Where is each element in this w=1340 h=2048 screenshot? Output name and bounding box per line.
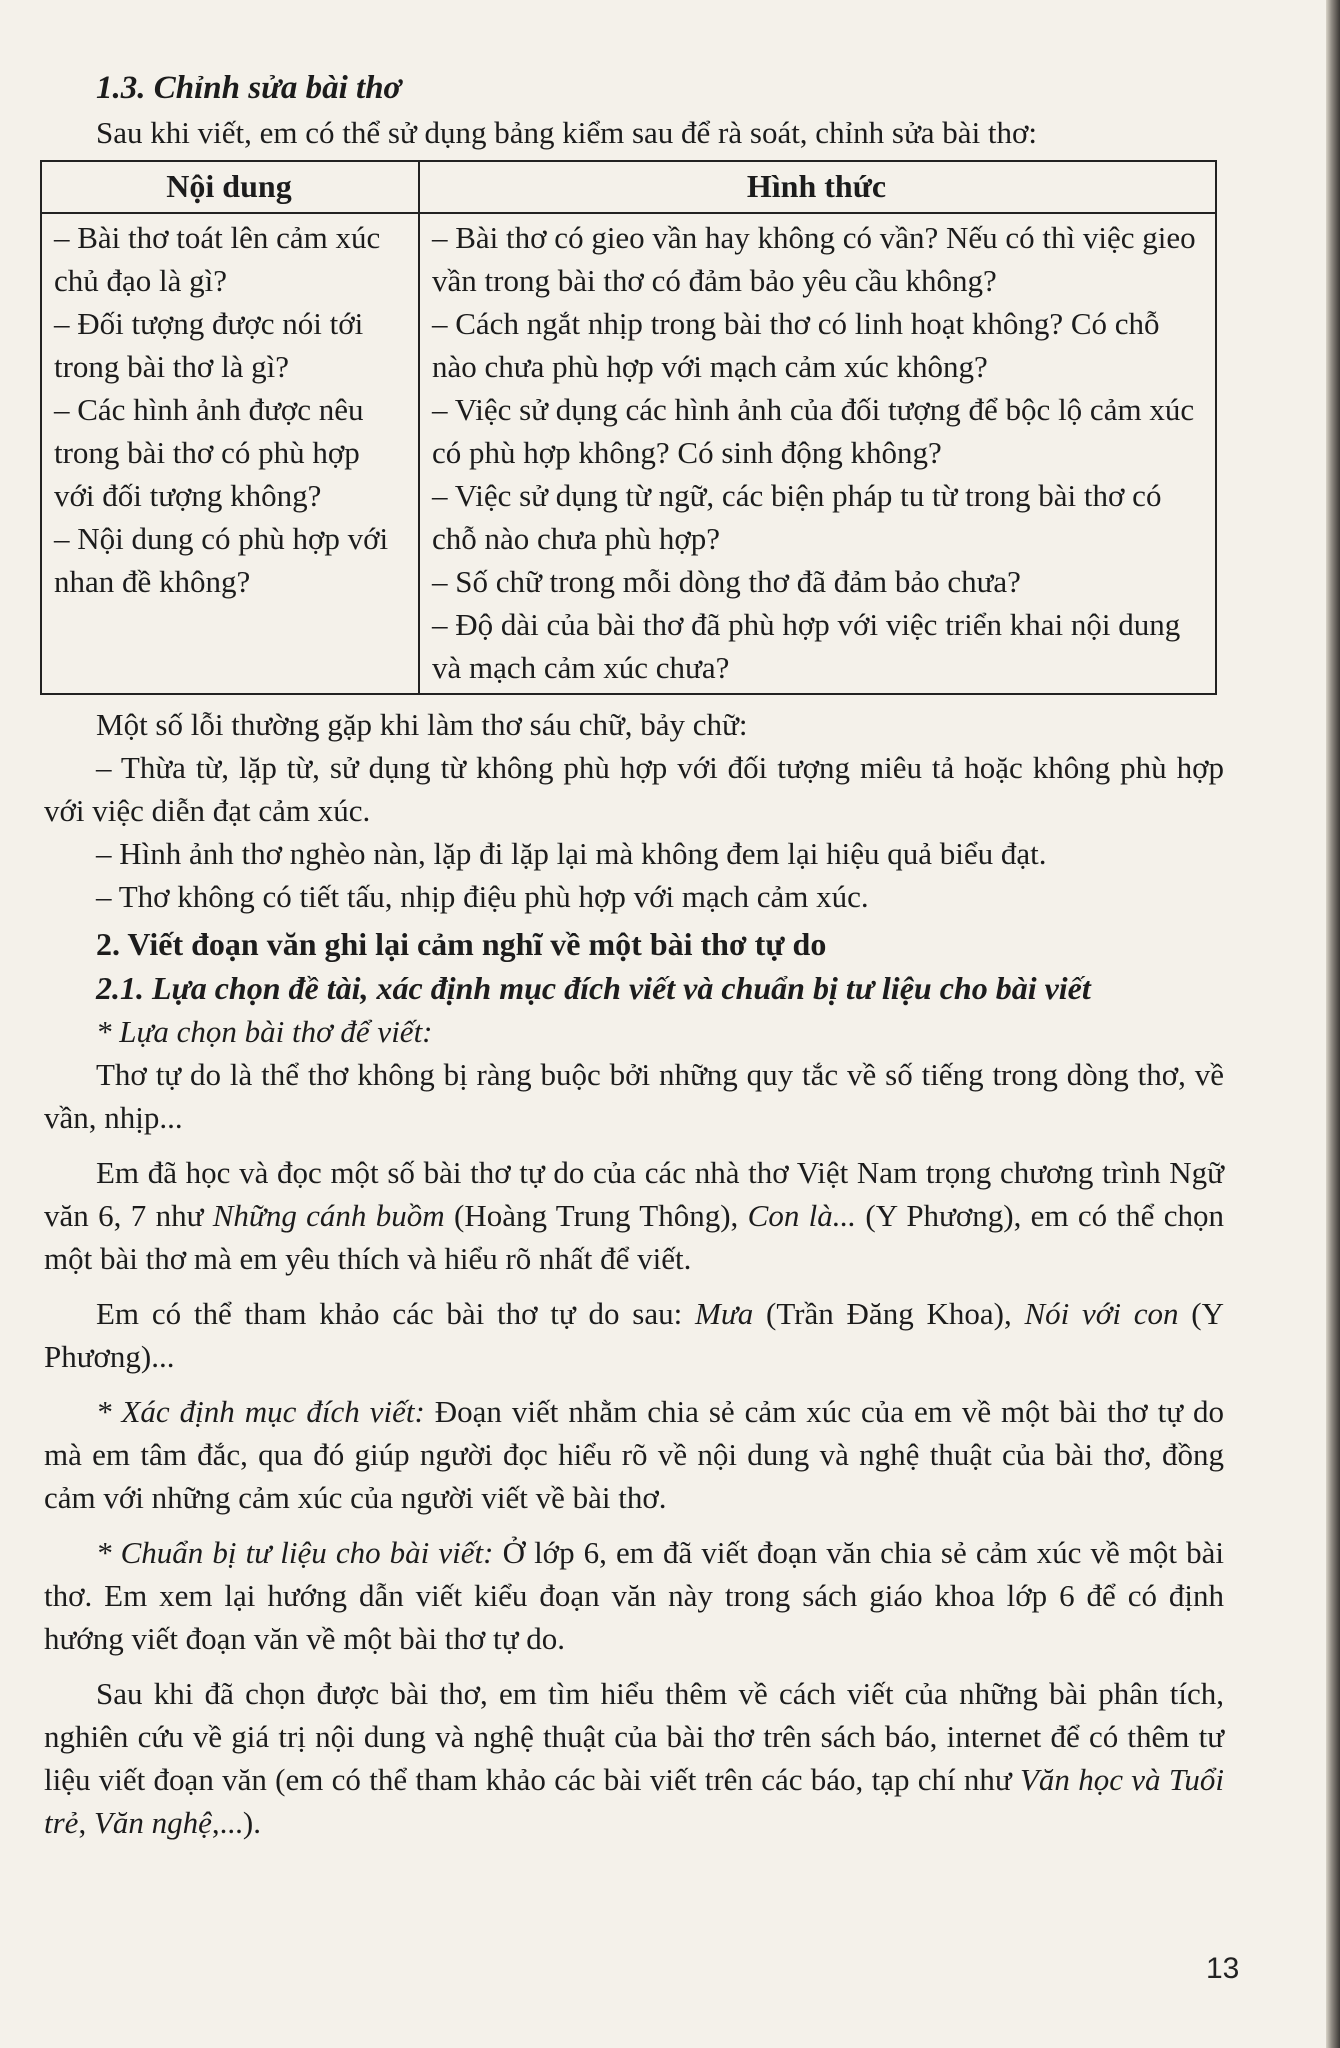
magazine-title: Văn học và Tuổi trẻ xyxy=(44,1762,1224,1840)
page-edge-shadow xyxy=(1326,0,1340,2048)
form-column xyxy=(419,213,1216,694)
research-paragraph xyxy=(44,1672,1224,1844)
content-item: – Bài thơ toát lên cảm xúc chủ đạo là gì? xyxy=(54,220,381,298)
text-run: (Y Phương), em có thể chọn một bài thơ mà em yêu thích và hiểu rõ nhất để viết. xyxy=(44,1198,1225,1276)
header-content: Nội dung xyxy=(41,161,419,213)
poem-title: Con là... xyxy=(747,1198,857,1233)
checklist-header-row xyxy=(41,161,1216,213)
poem-title: Những cánh buồm xyxy=(212,1198,445,1233)
text-run: Đoạn viết nhằm chia sẻ cảm xúc của em về một bài thơ tự do mà em tâm đắc, qua đó giúp người đọc hiểu rõ về nội dung và nghệ thuật của bài thơ, đồng cảm với những cảm xúc của người viết về bài thơ. xyxy=(44,1394,1224,1515)
form-item: – Cách ngắt nhịp trong bài thơ có linh hoạt không? Có chỗ nào chưa phù hợp với mạch cảm xúc không? xyxy=(432,306,1160,384)
checklist-table xyxy=(40,160,1217,695)
poem-title: Mưa xyxy=(695,1296,754,1331)
form-item: – Bài thơ có gieo vần hay không có vần? Nếu có thì việc gieo vần trong bài thơ có đảm bảo yêu cầu không? xyxy=(432,220,1196,298)
material-label: * Chuẩn bị tư liệu cho bài viết: xyxy=(96,1535,494,1570)
content-item: – Đối tượng được nói tới trong bài thơ là gì? xyxy=(54,306,364,384)
text-run: (Trần Đăng Khoa), xyxy=(753,1296,1025,1331)
text-run: Sau khi đã chọn được bài thơ, em tìm hiểu thêm về cách viết của những bài phân tích, nghiên cứu về giá trị nội dung và nghệ thuật của bài thơ trên sách báo, internet để có thêm tư liệu viết đoạn văn (em có thể tham khảo các bài viết trên các báo, tạp chí như xyxy=(44,1676,1224,1797)
checklist-intro: Sau khi viết, em có thể sử dụng bảng kiểm sau để rà soát, chỉnh sửa bài thơ: xyxy=(96,115,1038,150)
purpose-paragraph xyxy=(44,1390,1224,1519)
page-number: 13 xyxy=(1206,1952,1240,1985)
choose-poem-label: * Lựa chọn bài thơ để viết: xyxy=(96,1014,433,1049)
purpose-label: * Xác định mục đích viết: xyxy=(96,1394,425,1429)
form-item: – Độ dài của bài thơ đã phù hợp với việc triển khai nội dung và mạch cảm xúc chưa? xyxy=(432,607,1181,685)
form-item: – Việc sử dụng từ ngữ, các biện pháp tu từ trong bài thơ có chỗ nào chưa phù hợp? xyxy=(432,478,1162,556)
form-item: – Số chữ trong mỗi dòng thơ đã đảm bảo chưa? xyxy=(432,564,1021,599)
text-run: Em có thể tham khảo các bài thơ tự do sau: xyxy=(96,1296,695,1331)
studied-poems-paragraph xyxy=(44,1151,1224,1280)
content-item: – Các hình ảnh được nêu trong bài thơ có phù hợp với đối tượng không? xyxy=(54,392,364,513)
common-error-item: – Thừa từ, lặp từ, sử dụng từ không phù hợp với đối tượng miêu tả hoặc không phù hợp với việc diễn đạt cảm xúc. xyxy=(44,750,1224,828)
content-item: – Nội dung có phù hợp với nhan đề không? xyxy=(54,521,389,599)
page-content xyxy=(44,68,1224,1844)
text-run: Em đã học và đọc một số bài thơ tự do của các nhà thơ Việt Nam trọng chương trình Ngữ văn 6, 7 như xyxy=(44,1155,1224,1233)
text-run: (Y Phương)... xyxy=(44,1296,1224,1374)
magazine-title: Văn nghệ xyxy=(93,1805,212,1840)
material-paragraph xyxy=(44,1531,1224,1660)
text-run: , xyxy=(78,1805,94,1840)
checklist-body-row xyxy=(41,213,1216,694)
form-item: – Việc sử dụng các hình ảnh của đối tượng để bộc lộ cảm xúc có phù hợp không? Có sinh động không? xyxy=(432,392,1195,470)
section-heading-1-3: 1.3. Chỉnh sửa bài thơ xyxy=(96,70,402,106)
common-error-item: – Hình ảnh thơ nghèo nàn, lặp đi lặp lại mà không đem lại hiệu quả biểu đạt. xyxy=(96,836,1047,871)
common-errors-intro: Một số lỗi thường gặp khi làm thơ sáu chữ, bảy chữ: xyxy=(96,707,748,742)
text-run: ,...). xyxy=(211,1805,261,1840)
free-verse-definition: Thơ tự do là thể thơ không bị ràng buộc bởi những quy tắc về số tiếng trong dòng thơ, về vần, nhịp... xyxy=(44,1057,1224,1135)
poem-title: Nói với con xyxy=(1024,1296,1179,1331)
content-column xyxy=(41,213,419,694)
text-run: (Hoàng Trung Thông), xyxy=(444,1198,748,1233)
reference-poems-paragraph xyxy=(44,1292,1224,1378)
section-heading-2-1: 2.1. Lựa chọn đề tài, xác định mục đích viết và chuẩn bị tư liệu cho bài viết xyxy=(96,970,1091,1006)
text-run: Ở lớp 6, em đã viết đoạn văn chia sẻ cảm xúc về một bài thơ. Em xem lại hướng dẫn viết kiểu đoạn văn này trong sách giáo khoa lớp 6 để có định hướng viết đoạn văn về một bài thơ tự do. xyxy=(44,1535,1225,1656)
common-error-item: – Thơ không có tiết tấu, nhịp điệu phù hợp với mạch cảm xúc. xyxy=(96,879,869,914)
header-form: Hình thức xyxy=(419,161,1216,213)
section-heading-2: 2. Viết đoạn văn ghi lại cảm nghĩ về một bài thơ tự do xyxy=(96,926,827,962)
